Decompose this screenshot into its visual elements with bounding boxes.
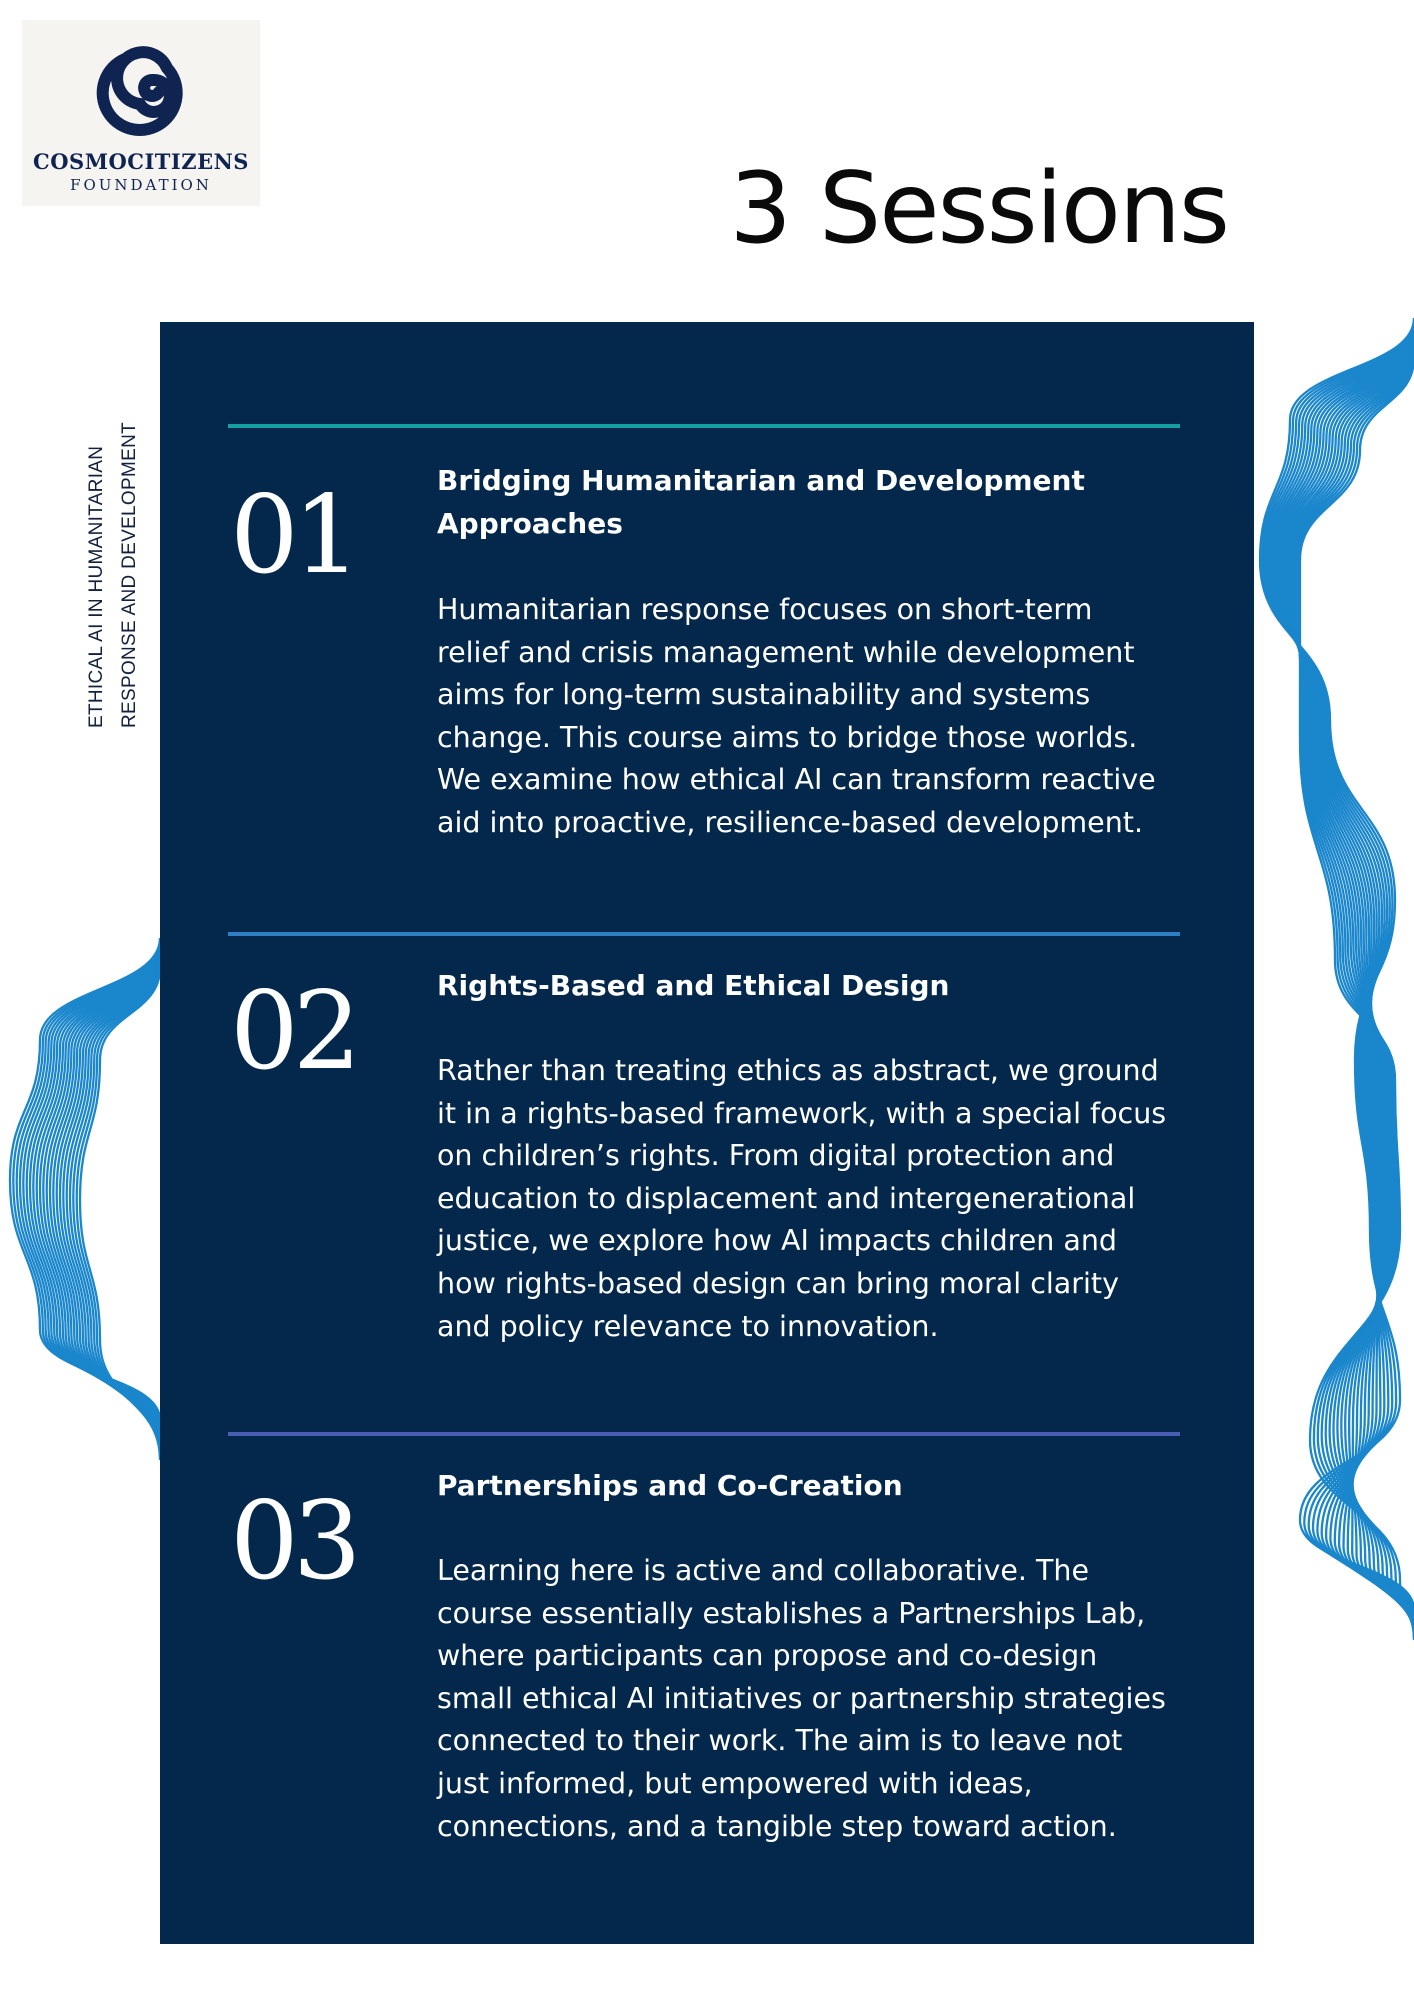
session-3-text-line: connections, and a tangible step toward action.	[437, 1809, 1117, 1843]
session-divider-3	[228, 1432, 1180, 1436]
session-1-text-line: relief and crisis management while development	[437, 635, 1135, 669]
session-3-text-line: connected to their work. The aim is to leave not	[437, 1724, 1123, 1758]
session-title-1-line-1: Bridging Humanitarian and Development	[437, 464, 1085, 497]
session-2-text-line: it in a rights-based framework, with a special focus	[437, 1096, 1167, 1130]
session-3-text-line: small ethical AI initiatives or partnership strategies	[437, 1681, 1166, 1715]
logo-subtitle: FOUNDATION	[70, 176, 212, 194]
session-title-3	[437, 1464, 1177, 1507]
foundation-logo	[22, 20, 260, 206]
session-2-text-line: and policy relevance to innovation.	[437, 1309, 939, 1343]
session-description-1	[437, 589, 1177, 845]
page-title: 3 Sessions	[729, 152, 1228, 266]
session-divider-2	[228, 932, 1180, 936]
session-1-text-line: Humanitarian response focuses on short-term	[437, 593, 1093, 626]
session-1-text-line: We examine how ethical AI can transform reactive	[437, 763, 1156, 797]
spiral-icon	[22, 20, 260, 150]
session-3-text-line: course essentially establishes a Partnerships Lab,	[437, 1596, 1146, 1630]
right-wave-ribbon	[1260, 318, 1414, 1640]
session-divider-1	[228, 424, 1180, 428]
session-title-2	[437, 964, 1177, 1007]
session-title-3-line-1: Partnerships and Co-Creation	[437, 1469, 903, 1502]
session-1-text-line: change. This course aims to bridge those worlds.	[437, 720, 1138, 754]
session-1-text-line: aid into proactive, resilience-based development.	[437, 805, 1144, 839]
session-3-text-line: Learning here is active and collaborative. The	[437, 1554, 1089, 1587]
session-2-text-line: Rather than treating ethics as abstract, we ground	[437, 1054, 1159, 1087]
logo-name: COSMOCITIZENS	[33, 149, 249, 174]
sessions-panel	[160, 322, 1254, 1944]
session-3-text-line: just informed, but empowered with ideas,	[437, 1766, 1033, 1800]
session-number-3: 03	[230, 1479, 356, 1604]
session-2-text-line: justice, we explore how AI impacts children and	[437, 1224, 1118, 1258]
vertical-label-line-2: RESPONSE AND DEVELOPMENT	[119, 422, 140, 728]
session-2-text-line: education to displacement and intergenerational	[437, 1181, 1136, 1215]
session-title-1-line-2: Approaches	[437, 507, 623, 540]
session-3-text-line: where participants can propose and co-design	[437, 1639, 1098, 1673]
session-description-3	[437, 1550, 1177, 1848]
session-title-1	[437, 459, 1177, 545]
session-title-2-line-1: Rights-Based and Ethical Design	[437, 969, 950, 1002]
vertical-label-line-1: ETHICAL AI IN HUMANITARIAN	[86, 445, 107, 728]
session-number-2: 02	[230, 969, 356, 1094]
session-2-text-line: how rights-based design can bring moral clarity	[437, 1266, 1119, 1300]
session-description-2	[437, 1050, 1177, 1348]
session-2-text-line: on children’s rights. From digital protection and	[437, 1139, 1115, 1173]
vertical-course-label	[80, 358, 146, 728]
session-1-text-line: aims for long-term sustainability and systems	[437, 678, 1091, 712]
left-wave-ribbon	[10, 938, 160, 1460]
session-number-1: 01	[230, 473, 356, 598]
